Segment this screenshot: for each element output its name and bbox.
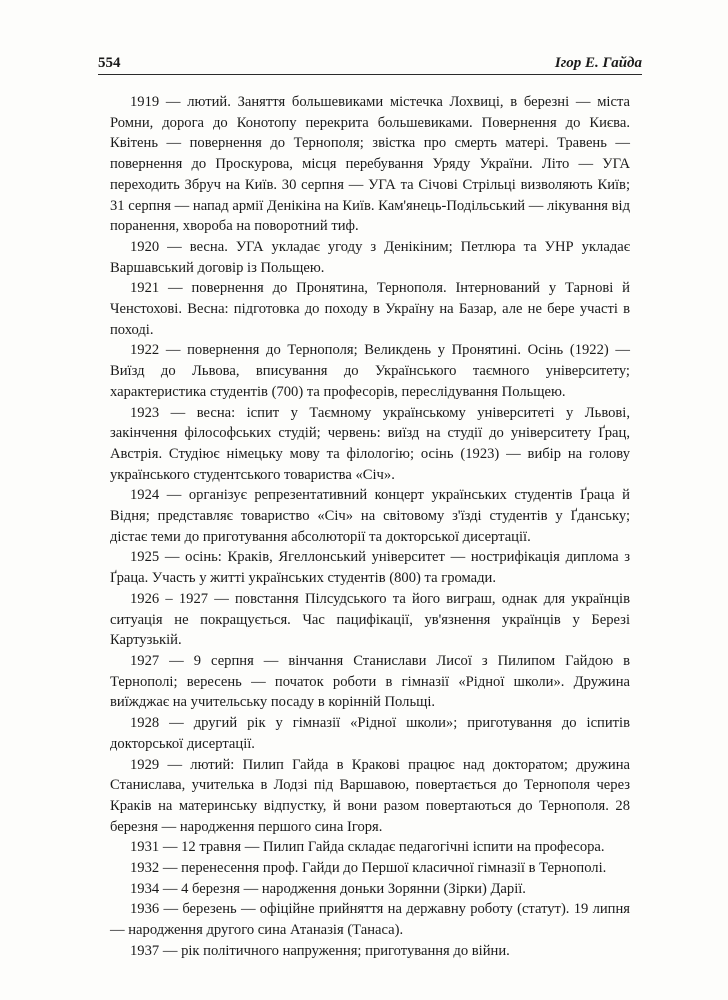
chronology-entry: 1920 — весна. УГА укладає угоду з Денікіним; Петлюра та УНР укладає Варшавський договір із Польщею. bbox=[110, 238, 630, 276]
chronology-entry: 1927 — 9 серпня — вінчання Станислави Лисої з Пилипом Гайдою в Тернополі; вересень — початок роботи в гімназії «Рідної школи». Дружина виїжджає на учительську посаду в корінній Польщі. bbox=[110, 652, 630, 711]
chronology-entry: 1926 – 1927 — повстання Пілсудського та його виграш, однак для українців ситуація не покращується. Час пацифікації, ув'язнення українців у Березі Картузькій. bbox=[110, 590, 630, 649]
chronology-entry: 1931 — 12 травня — Пилип Гайда складає педагогічні іспити на професора. bbox=[130, 839, 605, 856]
header-rule bbox=[98, 74, 642, 75]
chronology-text bbox=[110, 92, 630, 962]
page-number: 554 bbox=[98, 55, 121, 71]
chronology-entry: 1925 — осінь: Краків, Ягеллонський університет — нострифікація диплома з Ґраца. Участь у житті українських студентів (800) та громади. bbox=[110, 549, 630, 587]
chronology-entry: 1936 — березень — офіційне прийняття на державну роботу (статут). 19 липня — народження другого сина Атаназія (Танаса). bbox=[110, 901, 630, 939]
chronology-entry: 1921 — повернення до Пронятина, Тернополя. Інтернований у Тарнові й Ченстохові. Весна: підготовка до походу в Україну на Базар, але не бере участі в поході. bbox=[110, 280, 630, 338]
chronology-entry: 1932 — перенесення проф. Гайди до Першої класичної гімназії в Тернополі. bbox=[130, 860, 607, 877]
page-header bbox=[98, 50, 642, 72]
chronology-entry: 1928 — другий рік у гімназії «Рідної школи»; приготування до іспитів докторської дисертації. bbox=[110, 715, 630, 752]
chronology-entry: 1923 — весна: іспит у Таємному українському університеті у Львові, закінчення філософських студій; червень: виїзд на студії до університету Ґрац, Австрія. Студіює німецьку мову та філологію; осінь (1923) — вибір на голову українського студентського товариства «Січ». bbox=[110, 404, 630, 483]
chronology-entry: 1929 — лютий: Пилип Гайда в Кракові працює над докторатом; дружина Станислава, учителька в Лодзі під Варшавою, повертається до Тернополя через Краків на материнську відпустку, й вони разом повертаються до Тернополя. 28 березня — народження першого сина Ігоря. bbox=[110, 756, 630, 835]
chronology-entry: 1934 — 4 березня — народження доньки Зорянни (Зірки) Дарії. bbox=[130, 880, 526, 897]
chronology-entry: 1937 — рік політичного напруження; приготування до війни. bbox=[130, 942, 510, 959]
chronology-entry: 1924 — організує репрезентативний концерт українських студентів Ґраца й Відня; представляє товариство «Січ» на світовому з'їзді студентів у Ґданську; дістає теми до приготування абсолюторії та докторської дисертації. bbox=[110, 487, 630, 545]
chronology-entry: 1919 — лютий. Заняття большевиками містечка Лохвиці, в березні — міста Ромни, дорога до Конотопу перекрита большевиками. Повернення до Києва. Квітень — повернення до Тернополя; звістка про смерть матері. Травень — повернення до Проскурова, місця перебування Уряду України. Літо — УГА переходить Збруч на Київ. 30 серпня — УГА та Січові Стрільці визволяють Київ; 31 серпня — напад армії Денікіна на Київ. Кам'янець-Подільський — лікування від поранення, хвороба на поворотний тиф. bbox=[110, 94, 630, 235]
running-head: Ігор Е. Гайда bbox=[554, 55, 642, 71]
chronology-entry: 1922 — повернення до Тернополя; Великдень у Пронятині. Осінь (1922) — Виїзд до Львова, вписування до Українського таємного університету; характеристика студентів (700) та професорів, переслідування Польщею. bbox=[110, 342, 630, 400]
